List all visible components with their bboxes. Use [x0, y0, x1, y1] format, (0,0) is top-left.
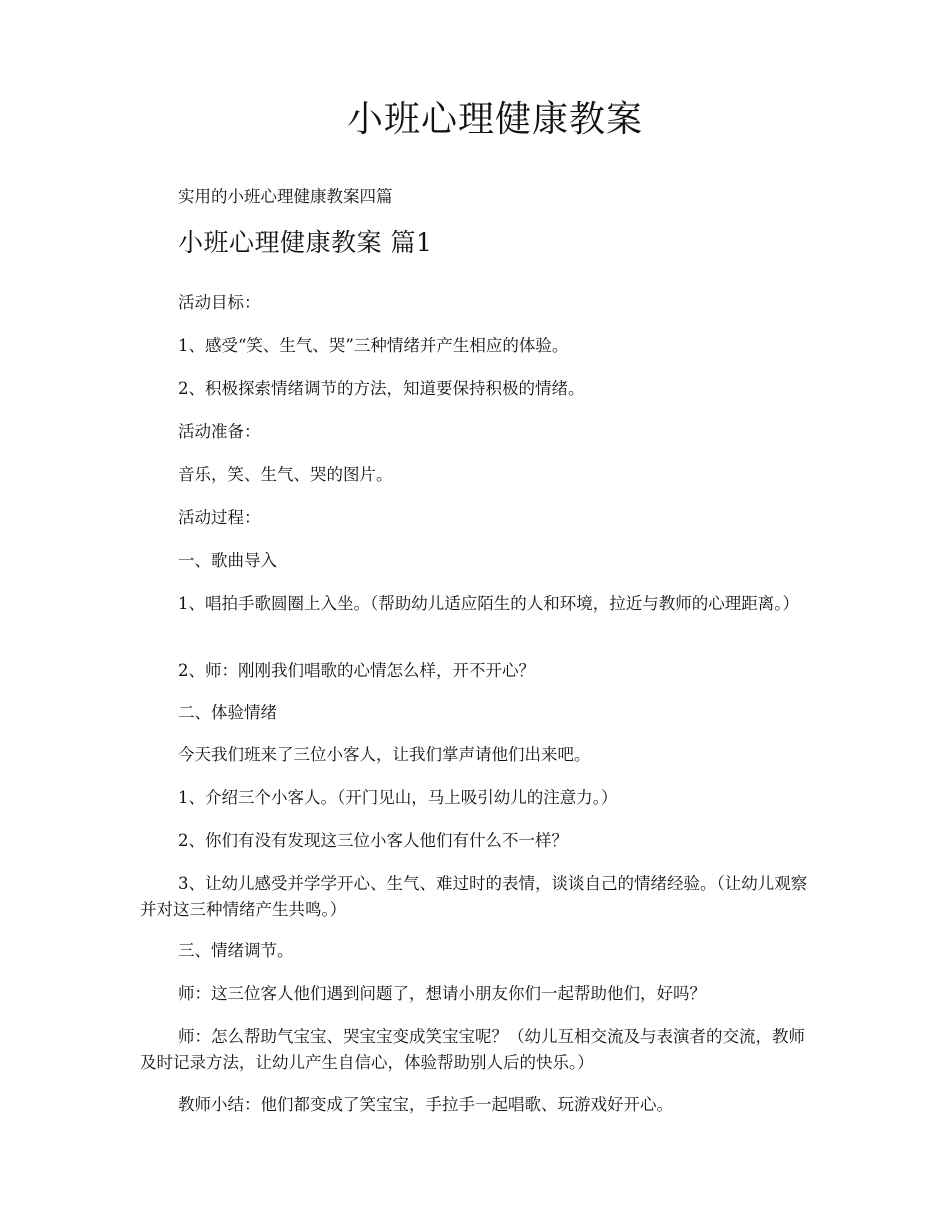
paragraph: 教师小结：他们都变成了笑宝宝，手拉手一起唱歌、玩游戏好开心。 [178, 1095, 673, 1114]
paragraph: 师：怎么帮助气宝宝、哭宝宝变成笑宝宝呢？（幼儿互相交流及与表演者的交流，教师及时记录方法，让幼儿产生自信心，体验帮助别人后的快乐。） [140, 1027, 805, 1072]
paragraph: 今天我们班来了三位小客人，让我们掌声请他们出来吧。 [178, 745, 591, 764]
paragraph: 活动准备： [178, 422, 261, 441]
paragraph: 2、积极探索情绪调节的方法，知道要保持积极的情绪。 [178, 379, 585, 398]
section-title: 小班心理健康教案 篇1 [178, 228, 433, 257]
document-title: 小班心理健康教案 [346, 99, 643, 140]
paragraph: 3、让幼儿感受并学学开心、生气、难过时的表情，谈谈自己的情绪经验。（让幼儿观察并对这三种情绪产生共鸣。） [140, 874, 808, 919]
paragraph: 师：这三位客人他们遇到问题了，想请小朋友你们一起帮助他们，好吗？ [178, 984, 706, 1003]
paragraph: 活动目标： [178, 293, 261, 312]
paragraph: 1、唱拍手歌圆圈上入坐。（帮助幼儿适应陌生的人和环境，拉近与教师的心理距离。） [178, 594, 799, 613]
paragraph: 三、情绪调节。 [178, 941, 294, 960]
paragraph: 二、体验情绪 [178, 703, 277, 722]
paragraph: 一、歌曲导入 [178, 551, 277, 570]
paragraph: 1、介绍三个小客人。（开门见山，马上吸引幼儿的注意力。） [178, 788, 618, 807]
paragraph: 音乐，笑、生气、哭的图片。 [178, 465, 393, 484]
paragraph: 活动过程： [178, 508, 261, 527]
document-subtitle: 实用的小班心理健康教案四篇 [178, 187, 393, 206]
paragraph: 1、感受“笑、生气、哭”三种情绪并产生相应的体验。 [178, 336, 569, 355]
paragraph: 2、师：刚刚我们唱歌的心情怎么样，开不开心？ [178, 661, 535, 680]
paragraph: 2、你们有没有发现这三位小客人他们有什么不一样？ [178, 831, 568, 850]
